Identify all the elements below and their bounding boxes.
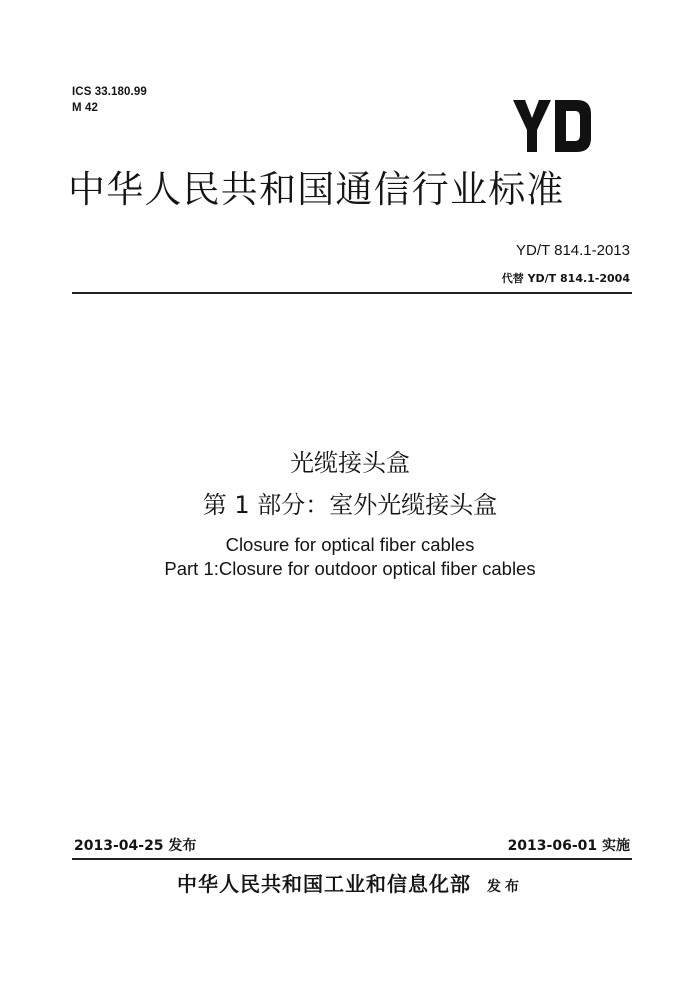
yd-logo	[513, 100, 591, 152]
classification-block	[72, 84, 147, 116]
title-cn-part: 第 1 部分：室外光缆接头盒	[202, 491, 498, 519]
standard-code: YD/T 814.1-2013	[516, 242, 630, 259]
title-en-main: Closure for optical fiber cables	[225, 534, 475, 555]
publisher-name: 中华人民共和国工业和信息化部	[177, 872, 471, 896]
replaces-standard: 代替 YD/T 814.1-2004	[501, 272, 630, 285]
org-title: 中华人民共和国通信行业标准	[68, 168, 565, 211]
title-cn-main: 光缆接头盒	[290, 449, 410, 477]
publisher-action: 发布	[487, 879, 523, 895]
implementation-date: 2013-06-01 实施	[507, 838, 630, 854]
classification-code: M 42	[72, 102, 98, 114]
header-divider	[72, 292, 632, 294]
footer-divider	[72, 858, 632, 860]
issue-date: 2013-04-25 发布	[74, 838, 197, 854]
document-title	[0, 445, 700, 581]
title-en-part: Part 1:Closure for outdoor optical fiber cables	[164, 558, 536, 579]
publisher-line	[0, 868, 700, 897]
ics-code: ICS 33.180.99	[72, 86, 147, 98]
